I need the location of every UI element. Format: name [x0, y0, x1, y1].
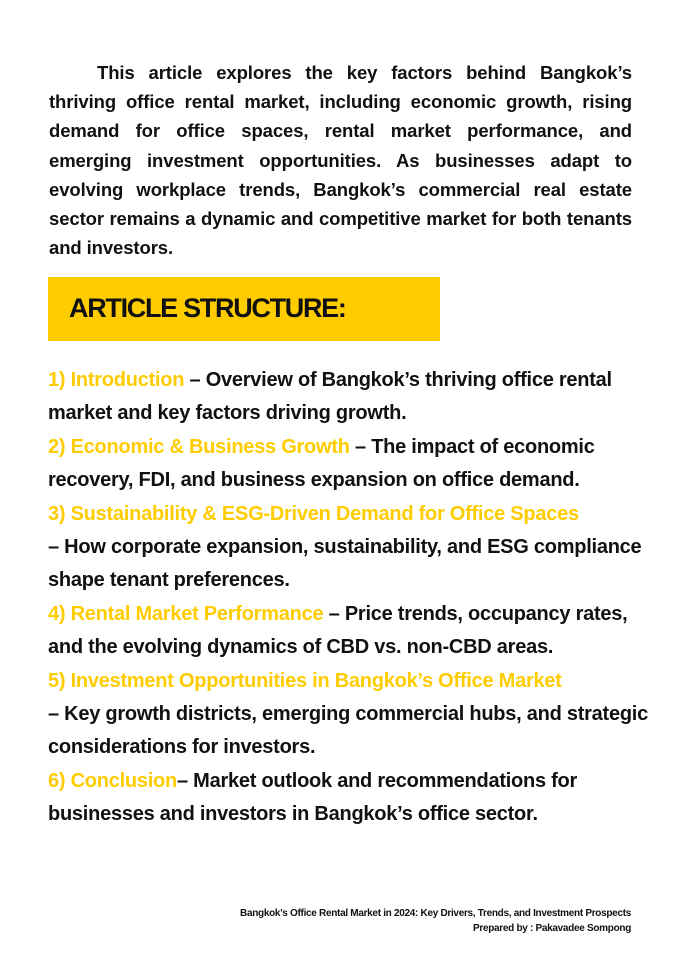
- toc-description: – The impact of economic recovery, FDI, and business expansion on office demand.: [48, 435, 595, 492]
- toc-item-investment-opportunities: [48, 665, 648, 765]
- toc-heading: 6) Conclusion: [48, 769, 177, 792]
- toc-item-sustainability-esg: [48, 498, 648, 598]
- toc-item-rental-performance: [48, 598, 648, 665]
- toc-heading: 2) Economic & Business Growth: [48, 435, 350, 458]
- toc-description: – Overview of Bangkok’s thriving office rental market and key factors driving growth.: [48, 369, 612, 425]
- footer-document-title: Bangkok’s Office Rental Market in 2024: Key Drivers, Trends, and Investment Prospects: [240, 908, 631, 919]
- toc-description: – Market outlook and recommendations for businesses and investors in Bangkok’s office sector.: [48, 769, 578, 826]
- article-structure-banner: [48, 277, 440, 341]
- toc-heading: 3) Sustainability & ESG-Driven Demand for Office Spaces: [48, 502, 579, 525]
- toc-heading: 1) Introduction: [48, 369, 185, 391]
- page-footer: [240, 906, 631, 936]
- footer-author: Prepared by : Pakavadee Sompong: [473, 923, 631, 934]
- toc-item-economic-growth: [48, 431, 648, 498]
- toc-heading: 4) Rental Market Performance: [48, 602, 324, 625]
- intro-paragraph: This article explores the key factors behind Bangkok’s thriving office rental market, including economic growth, rising demand for office spaces, rental market performance, and emerging investment opportunities. As businesses adapt to evolving workplace trends, Bangkok’s commercial real estate sector remains a dynamic and competitive market for both tenants and investors.: [49, 62, 632, 259]
- toc-description: – Key growth districts, emerging commercial hubs, and strategic considerations for investors.: [48, 703, 648, 759]
- toc-item-conclusion: [48, 765, 648, 832]
- toc-description: – Price trends, occupancy rates, and the evolving dynamics of CBD vs. non-CBD areas.: [48, 602, 628, 659]
- toc-heading: 5) Investment Opportunities in Bangkok’s Office Market: [48, 669, 562, 692]
- banner-title: ARTICLE STRUCTURE:: [69, 293, 346, 323]
- toc-description: – How corporate expansion, sustainability, and ESG compliance shape tenant preferences.: [48, 536, 642, 592]
- toc-item-introduction: [48, 364, 648, 431]
- article-structure-list: [48, 364, 648, 832]
